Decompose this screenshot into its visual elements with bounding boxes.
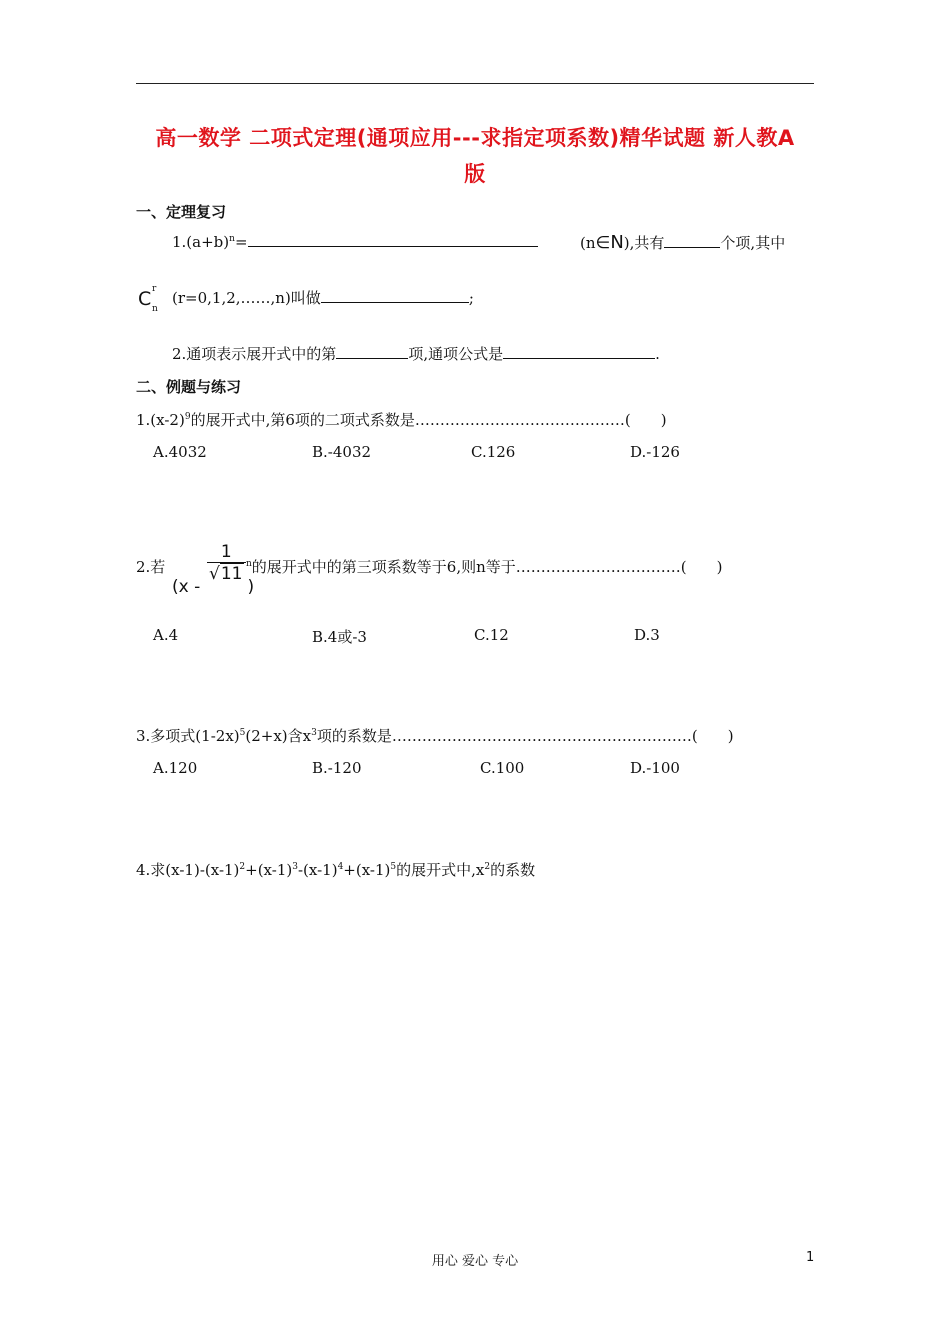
- equals-sign: =: [234, 233, 248, 251]
- q3-exponent-1: 5: [239, 728, 246, 738]
- n-open: (n: [580, 234, 596, 252]
- binomial-exp: n: [229, 234, 235, 244]
- combination-sub: n: [152, 304, 158, 314]
- general-formula-text: 项,通项公式是: [408, 345, 504, 363]
- q2-radicand: 11: [220, 564, 243, 584]
- q2-option-a[interactable]: A.4: [153, 626, 179, 644]
- header-rule: [136, 83, 814, 84]
- title-line-1: 高一数学 二项式定理(通项应用---求指定项系数)精华试题 新人教A: [155, 126, 795, 150]
- q4-exp-3: 4: [337, 862, 344, 872]
- q4-term-4: +(x-1): [343, 861, 391, 879]
- q1-option-a[interactable]: A.4032: [153, 443, 207, 461]
- n-close-text: ),共有: [623, 234, 665, 252]
- blank-term-count[interactable]: [664, 233, 720, 248]
- q2-text: 的展开式中的第三项系数等于6,则n等于: [251, 558, 516, 576]
- blank-term-index[interactable]: [336, 344, 408, 359]
- q3-option-d[interactable]: D.-100: [630, 759, 680, 777]
- natural-numbers-symbol: N: [610, 232, 624, 253]
- q4-exp-1: 2: [239, 862, 246, 872]
- section-heading-review: 一、定理复习: [136, 203, 227, 221]
- q2-option-c[interactable]: C.12: [474, 626, 509, 644]
- q4-term-1: 4.求(x-1)-(x-1): [136, 861, 240, 879]
- q2-close-paren: ): [247, 577, 255, 597]
- q4-term-2: +(x-1): [245, 861, 293, 879]
- blank-expansion[interactable]: [248, 232, 538, 247]
- blank-coefficient-name[interactable]: [321, 288, 469, 303]
- q4-exp-5: 2: [484, 862, 491, 872]
- q2-fraction: [207, 542, 245, 585]
- q3-text: 项的系数是: [316, 727, 392, 745]
- q4-term-3: -(x-1): [297, 861, 338, 879]
- combination-sup: r: [152, 284, 157, 294]
- q2-formula: [172, 542, 255, 602]
- binomial-prefix: 1.(a+b): [172, 233, 230, 251]
- combination-C: C: [138, 288, 152, 310]
- review-item-1-cont: [580, 232, 785, 253]
- title-line-2: 版: [464, 162, 486, 186]
- q4-text: 的展开式中,x: [396, 861, 485, 879]
- q4-text-end: 的系数: [490, 861, 536, 879]
- q2-numerator: 1: [220, 542, 232, 562]
- q2-x-part: (x -: [172, 577, 201, 597]
- q2-option-d[interactable]: D.3: [634, 626, 660, 644]
- q3-expression: 3.多项式(1-2x): [136, 727, 240, 745]
- q3-expression-2: (2+x)含x: [245, 727, 312, 745]
- question-4: [136, 859, 535, 880]
- q1-answer-paren[interactable]: ( ): [624, 411, 667, 429]
- q2-answer-paren[interactable]: ( ): [680, 558, 723, 576]
- q1-exponent: 9: [184, 412, 191, 422]
- q1-dots: ……………………………………: [414, 411, 625, 429]
- semicolon: ;: [468, 289, 474, 307]
- q2-option-b[interactable]: B.4或-3: [312, 628, 367, 646]
- q4-exp-2: 3: [292, 862, 298, 872]
- q1-option-b[interactable]: B.-4032: [312, 443, 372, 461]
- q2-denominator: [207, 562, 245, 585]
- q2-dots: ……………………………: [515, 558, 681, 576]
- element-of-symbol: ∈: [595, 233, 611, 253]
- section-heading-examples: 二、例题与练习: [136, 378, 242, 396]
- combination-symbol: [138, 284, 158, 314]
- coefficient-name-text: (r=0,1,2,……,n)叫做: [172, 289, 321, 307]
- q3-option-a[interactable]: A.120: [153, 759, 198, 777]
- blank-general-formula[interactable]: [503, 344, 655, 359]
- question-2-body: [246, 556, 723, 577]
- term-count-text: 个项,其中: [720, 234, 786, 252]
- page-footer: 用心 爱心 专心: [431, 1254, 519, 1269]
- q1-expression: 1.(x-2): [136, 411, 185, 429]
- question-2-prefix: 2.若: [136, 558, 166, 576]
- q1-option-c[interactable]: C.126: [471, 443, 516, 461]
- q3-option-b[interactable]: B.-120: [312, 759, 362, 777]
- page-number: 1: [806, 1250, 815, 1265]
- q2-exponent: n: [246, 559, 252, 569]
- question-3: [136, 725, 734, 746]
- review-item-1: [172, 232, 538, 251]
- period: .: [655, 345, 660, 363]
- review-item-2: [172, 343, 660, 364]
- review-item-1b: [172, 287, 474, 308]
- q4-exp-4: 5: [390, 862, 397, 872]
- q3-dots: ……………………………………………………: [391, 727, 692, 745]
- q3-option-c[interactable]: C.100: [480, 759, 525, 777]
- q3-answer-paren[interactable]: ( ): [691, 727, 734, 745]
- q1-option-d[interactable]: D.-126: [630, 443, 680, 461]
- question-1: [136, 409, 667, 430]
- document-title: [130, 120, 820, 192]
- sqrt-icon: √: [209, 564, 220, 584]
- q3-exponent-2: 3: [311, 728, 317, 738]
- q1-text: 的展开式中,第6项的二项式系数是: [190, 411, 415, 429]
- general-term-text: 2.通项表示展开式中的第: [172, 345, 337, 363]
